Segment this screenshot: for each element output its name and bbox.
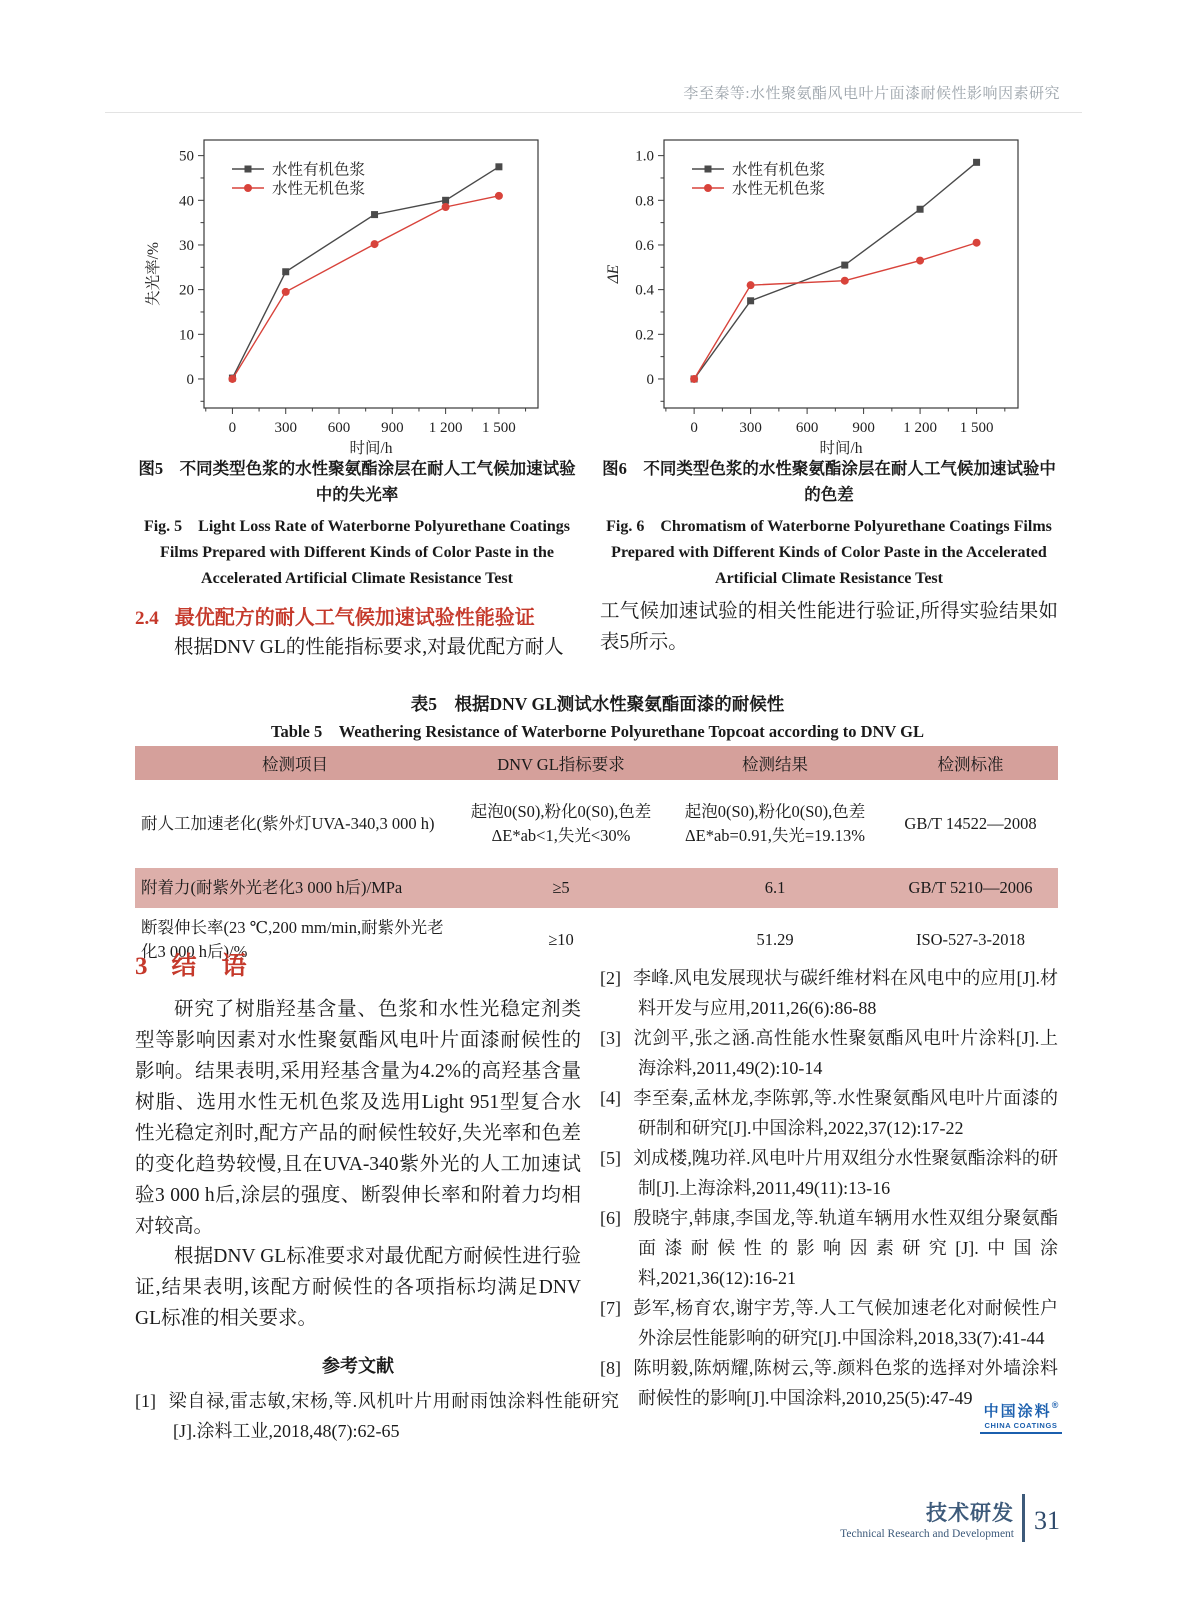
svg-text:20: 20	[179, 282, 194, 299]
svg-text:水性无机色浆: 水性无机色浆	[272, 180, 366, 198]
reference-item	[600, 1143, 1058, 1203]
reference-number: [4]	[600, 1088, 621, 1108]
figure6-caption	[600, 456, 1058, 592]
svg-text:水性有机色浆: 水性有机色浆	[732, 161, 826, 179]
reference-item	[600, 1023, 1058, 1083]
svg-text:300: 300	[274, 420, 297, 436]
cell-standard: GB/T 5210—2006	[883, 868, 1058, 908]
reference-number: [2]	[600, 968, 621, 988]
reference-item	[600, 1083, 1058, 1143]
section-2-4-heading	[135, 601, 579, 630]
svg-text:600: 600	[795, 420, 819, 436]
svg-text:失光率/%: 失光率/%	[145, 242, 162, 306]
reference-number: [6]	[600, 1208, 621, 1228]
logo-text-zh: 中国涂料®	[983, 1400, 1059, 1420]
svg-text:0.2: 0.2	[635, 327, 654, 344]
figure5-caption-en: Fig. 5 Light Loss Rate of Waterborne Polyurethane Coatings Films Prepared with Different Kinds of Color Paste in the Accelerated Artificial Climate Resistance Test	[143, 518, 571, 587]
section-2-4-title: 最优配方的耐人工气候加速试验性能验证	[174, 607, 535, 629]
conclusion-paragraph-1: 研究了树脂羟基含量、色浆和水性光稳定剂类型等影响因素对水性聚氨酯风电叶片面漆耐候性的影响。结果表明,采用羟基含量为4.2%的高羟基含量树脂、选用水性无机色浆及选用Light 951型复合水性光稳定剂时,配方产品的耐候性较好,失光率和色差的变化趋势较慢,且在UVA-340紫外光的人工加速试验3 000 h后,涂层的强度、断裂伸长率和附着力均相对较高。	[135, 999, 581, 1237]
trademark-mark: ®	[1051, 1400, 1059, 1410]
cell-result: 起泡0(S0),粉化0(S0),色差ΔE*ab=0.91,失光=19.13%	[684, 802, 866, 845]
cell-item: 断裂伸长率(23 ℃,200 mm/min,耐紫外光老化3 000 h后)/%	[141, 918, 444, 961]
cell-requirement: ≥5	[455, 868, 667, 908]
figure5-caption	[135, 456, 579, 592]
svg-text:50: 50	[179, 148, 194, 165]
table-row	[135, 868, 1058, 908]
cell-standard: ISO-527-3-2018	[915, 930, 1026, 949]
reference-number: [8]	[600, 1358, 621, 1378]
column-header-standard: 检测标准	[883, 746, 1058, 780]
svg-text:1.0: 1.0	[635, 148, 654, 165]
reference-number: [3]	[600, 1028, 621, 1048]
figure6-caption-zh: 图6 不同类型色浆的水性聚氨酯涂层在耐人工气候加速试验中的色差	[602, 459, 1056, 504]
column-header-item: 检测项目	[135, 746, 455, 780]
svg-text:时间/h: 时间/h	[819, 440, 863, 456]
svg-text:900: 900	[381, 420, 404, 436]
table5	[135, 746, 1058, 972]
svg-text:水性无机色浆: 水性无机色浆	[732, 180, 826, 198]
column-header-result: 检测结果	[667, 746, 883, 780]
cell-item: 耐人工加速老化(紫外灯UVA-340,3 000 h)	[141, 814, 435, 833]
svg-text:600: 600	[327, 420, 351, 436]
reference-number: [1]	[135, 1391, 156, 1411]
svg-text:0: 0	[690, 420, 698, 436]
conclusion-paragraph-2: 根据DNV GL标准要求对最优配方耐候性进行验证,结果表明,该配方耐候性的各项指标均满足DNV GL标准的相关要求。	[135, 1246, 581, 1329]
cell-result: 6.1	[667, 868, 883, 908]
reference-text: 沈剑平,张之涵.高性能水性聚氨酯风电叶片涂料[J].上海涂料,2011,49(2):10-14	[633, 1028, 1058, 1078]
footer-section-name	[840, 1497, 1022, 1540]
cell-item: 附着力(耐紫外光老化3 000 h后)/MPa	[135, 868, 455, 908]
cell-standard: GB/T 14522—2008	[904, 814, 1037, 833]
svg-text:0: 0	[228, 420, 237, 436]
svg-text:1 200: 1 200	[428, 420, 463, 436]
footer-section-en: Technical Research and Development	[840, 1527, 1014, 1540]
figure5-line-chart	[138, 126, 558, 456]
svg-text:900: 900	[852, 420, 875, 436]
table-row	[135, 780, 1058, 868]
cell-requirement: ≥10	[548, 930, 574, 949]
reference-number: [7]	[600, 1298, 621, 1318]
page-number: 31	[1034, 1506, 1060, 1535]
table5-title-en: Table 5 Weathering Resistance of Waterborne Polyurethane Topcoat according to DNV GL	[271, 722, 924, 741]
cell-result: 51.29	[756, 930, 794, 949]
reference-text: 李至秦,孟林龙,李陈郭,等.水性聚氨酯风电叶片面漆的研制和研究[J].中国涂料,2022,37(12):17-22	[633, 1088, 1058, 1138]
figure5-caption-zh: 图5 不同类型色浆的水性聚氨酯涂层在耐人工气候加速试验中的失光率	[138, 459, 576, 504]
svg-text:0.6: 0.6	[635, 237, 654, 254]
references-right-column	[600, 963, 1058, 1413]
svg-text:0: 0	[646, 371, 654, 388]
reference-number: [5]	[600, 1148, 621, 1168]
footer-section-zh: 技术研发	[926, 1501, 1014, 1525]
reference-text: 陈明毅,陈炳耀,陈树云,等.颜料色浆的选择对外墙涂料耐候性的影响[J].中国涂料,2010,25(5):47-49	[633, 1358, 1058, 1408]
svg-text:0: 0	[186, 371, 194, 388]
svg-text:30: 30	[179, 237, 194, 254]
svg-text:水性有机色浆: 水性有机色浆	[272, 161, 366, 179]
table5-title-zh: 表5 根据DNV GL测试水性聚氨酯面漆的耐候性	[410, 694, 785, 714]
cell-requirement: 起泡0(S0),粉化0(S0),色差ΔE*ab<1,失光<30%	[470, 802, 652, 845]
section-2-4-paragraph-right: 工气候加速试验的相关性能进行验证,所得实验结果如表5所示。	[600, 601, 1058, 653]
header-rule	[105, 112, 1082, 113]
table5-header-row	[135, 746, 1058, 780]
svg-text:300: 300	[739, 420, 762, 436]
section-3-title: 结 语	[171, 953, 247, 980]
svg-text:40: 40	[179, 193, 194, 210]
svg-text:1 200: 1 200	[903, 420, 937, 436]
reference-item	[600, 1293, 1058, 1353]
column-header-requirement: DNV GL指标要求	[455, 746, 667, 780]
reference-item	[600, 1203, 1058, 1293]
section-2-4-number: 2.4	[135, 608, 159, 629]
china-coatings-logo	[980, 1400, 1062, 1434]
references-heading: 参考文献	[322, 1356, 394, 1376]
running-header: 李至秦等:水性聚氨酯风电叶片面漆耐候性影响因素研究	[683, 86, 1060, 102]
reference-item	[600, 963, 1058, 1023]
figure6-caption-en: Fig. 6 Chromatism of Waterborne Polyurethane Coatings Films Prepared with Different Kinds of Color Paste in the Accelerated Artificial Climate Resistance Test	[606, 518, 1052, 587]
section-2-4-paragraph-left: 根据DNV GL的性能指标要求,对最优配方耐人	[174, 637, 564, 658]
svg-text:10: 10	[179, 327, 194, 344]
svg-text:0.4: 0.4	[635, 282, 654, 299]
figure6-line-chart	[598, 126, 1038, 456]
page-footer	[790, 1494, 1060, 1542]
reference-text: 李峰.风电发展现状与碳纤维材料在风电中的应用[J].材料开发与应用,2011,26(6):86-88	[633, 968, 1058, 1018]
logo-text-en: CHINA COATINGS	[980, 1421, 1062, 1434]
reference-text: 刘成楼,隗功祥.风电叶片用双组分水性聚氨酯涂料的研制[J].上海涂料,2011,49(11):13-16	[633, 1148, 1058, 1198]
svg-text:0.8: 0.8	[635, 193, 654, 210]
section-3-number: 3	[135, 953, 148, 980]
svg-text:1 500: 1 500	[482, 420, 516, 436]
reference-item	[135, 1386, 619, 1446]
svg-text:1 500: 1 500	[959, 420, 994, 436]
reference-text: 彭军,杨育农,谢宇芳,等.人工气候加速老化对耐候性户外涂层性能影响的研究[J].中国涂料,2018,33(7):41-44	[633, 1298, 1058, 1348]
svg-text:ΔE: ΔE	[605, 264, 622, 284]
reference-text: 殷晓宇,韩康,李国龙,等.轨道车辆用水性双组分聚氨酯面漆耐候性的影响因素研究[J].中国涂料,2021,36(12):16-21	[633, 1208, 1058, 1288]
svg-text:时间/h: 时间/h	[349, 440, 393, 456]
reference-text: 梁自禄,雷志敏,宋杨,等.风机叶片用耐雨蚀涂料性能研究[J].涂料工业,2018,48(7):62-65	[168, 1391, 619, 1441]
section-3-heading	[135, 946, 247, 982]
